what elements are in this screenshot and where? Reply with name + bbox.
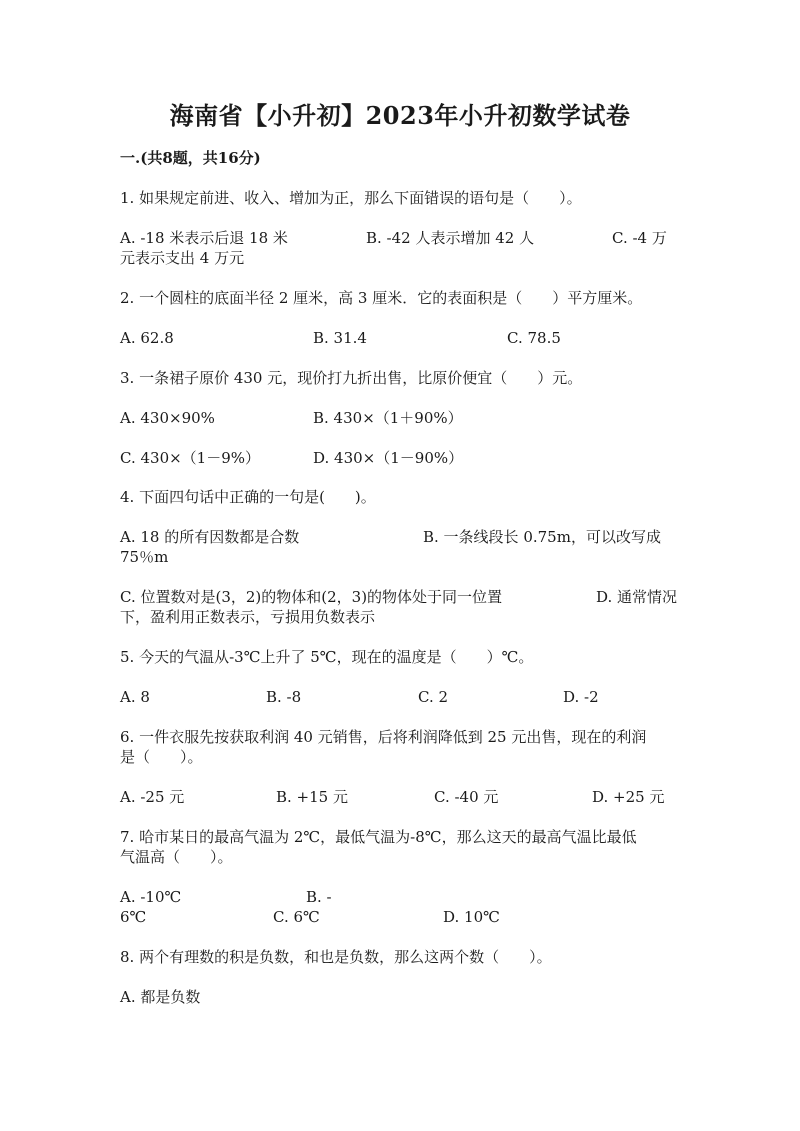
question-6-option-a: A. -25 元 [120,788,185,806]
question-5-option-c: C. 2 [418,688,449,706]
question-1-option-b: B. -42 人表示增加 42 人 [366,229,535,247]
question-2-option-a: A. 62.8 [120,329,174,347]
question-3-stem: 3. 一条裙子原价 430 元，现价打九折出售，比原价便宜（ ）元。 [120,369,583,387]
question-7-option-b-continued: 6℃ [120,908,147,926]
question-5-option-b: B. -8 [266,688,302,706]
question-4-stem: 4. 下面四句话中正确的一句是( )。 [120,488,376,506]
question-4-option-a: A. 18 的所有因数都是合数 [120,528,300,546]
question-5-option-a: A. 8 [120,688,150,706]
question-4-option-d-continued: 下，盈利用正数表示，亏损用负数表示 [120,608,376,626]
question-1-stem: 1. 如果规定前进、收入、增加为正，那么下面错误的语句是（ ）。 [120,189,582,207]
question-6-stem: 6. 一件衣服先按获取利润 40 元销售，后将利润降低到 25 元出售，现在的利润 [120,728,647,746]
question-7-stem-continued: 气温高（ ）。 [120,848,233,866]
question-3-option-a: A. 430×90% [120,409,215,427]
question-2-option-c: C. 78.5 [507,329,561,347]
section-heading: 一.(共8题，共16分) [120,149,261,167]
question-1-option-a: A. -18 米表示后退 18 米 [120,229,288,247]
question-7-stem: 7. 哈市某日的最高气温为 2℃，最低气温为-8℃，那么这天的最高气温比最低 [120,828,637,846]
question-7-option-b: B. - [306,888,332,906]
question-3-option-b: B. 430×（1＋90%） [313,409,463,427]
question-4-option-b-continued: 75％m [120,548,169,566]
question-2-stem: 2. 一个圆柱的底面半径 2 厘米，高 3 厘米．它的表面积是（ ）平方厘米。 [120,289,643,307]
question-1-option-c: C. -4 万 [612,229,667,247]
question-6-option-c: C. -40 元 [434,788,499,806]
question-7-option-a: A. -10℃ [120,888,182,906]
question-3-option-c: C. 430×（1－9%） [120,449,261,467]
question-1-option-c-continued: 元表示支出 4 万元 [120,249,245,267]
question-5-stem: 5. 今天的气温从-3℃上升了 5℃，现在的温度是（ ）℃。 [120,648,534,666]
question-5-option-d: D. -2 [563,688,599,706]
question-7-option-d: D. 10℃ [443,908,500,926]
question-8-stem: 8. 两个有理数的积是负数，和也是负数，那么这两个数（ ）。 [120,948,552,966]
question-6-option-d: D. +25 元 [592,788,665,806]
exam-title: 海南省【小升初】2023年小升初数学试卷 [169,101,631,130]
question-3-option-d: D. 430×（1－90%） [313,449,464,467]
question-6-option-b: B. +15 元 [276,788,348,806]
question-4-option-d: D. 通常情况 [596,588,678,606]
question-2-option-b: B. 31.4 [313,329,367,347]
question-4-option-c: C. 位置数对是(3，2)的物体和(2，3)的物体处于同一位置 [120,588,503,606]
question-4-option-b: B. 一条线段长 0.75m，可以改写成 [423,528,661,546]
question-8-option-a: A. 都是负数 [120,988,201,1006]
question-7-option-c: C. 6℃ [273,908,320,926]
question-6-stem-continued: 是（ ）。 [120,748,203,766]
